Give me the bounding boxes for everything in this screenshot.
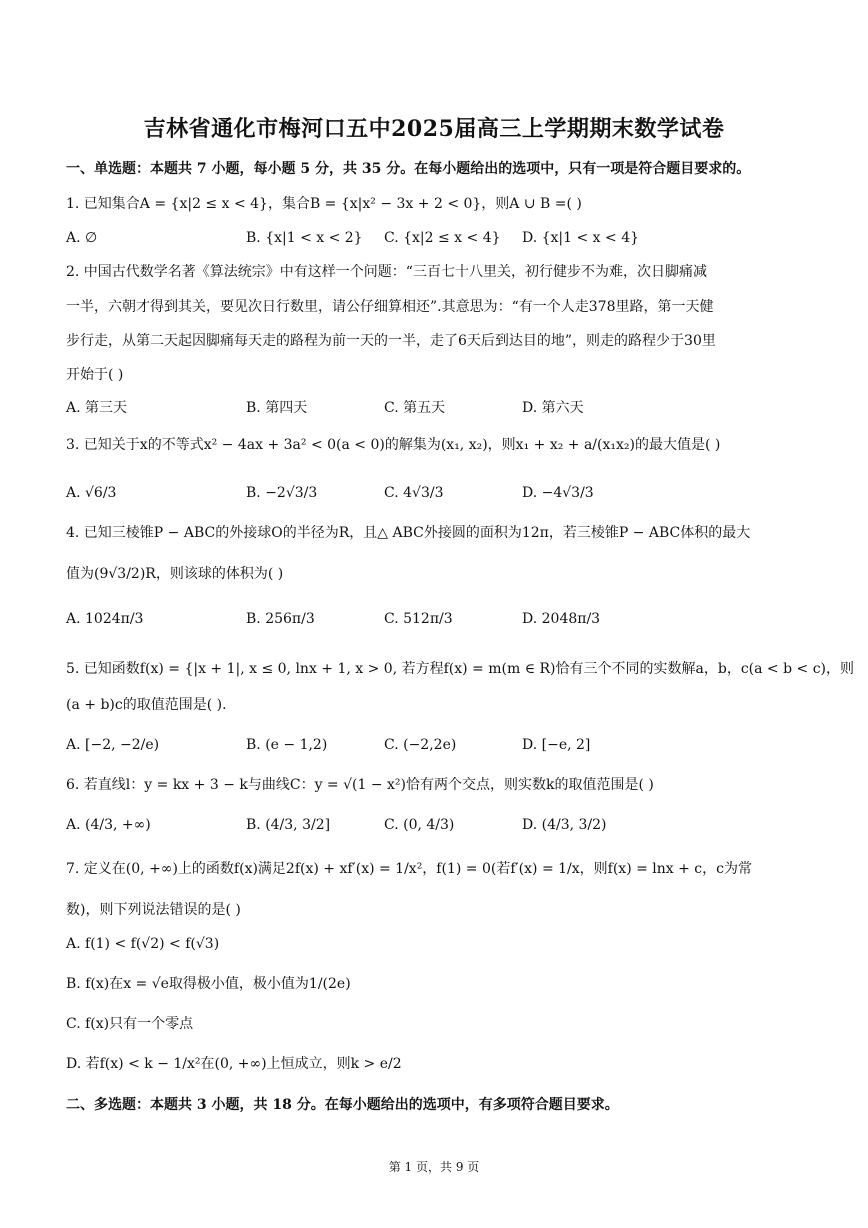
question-4-line-2: 值为(9√3/2)R，则该球的体积为( ) — [66, 566, 284, 582]
question-1-option-d: D. {x|1 < x < 4} — [522, 230, 640, 246]
question-6-option-b: B. (4/3, 3/2] — [246, 817, 331, 833]
question-2-line-3: 步行走，从第二天起因脚痛每天走的路程为前一天的一半，走了6天后到达目的地”，则走的路程少于30里 — [66, 333, 716, 349]
question-3-option-d: D. −4√3/3 — [522, 485, 594, 501]
question-5-line-2: (a + b)c的取值范围是( ). — [66, 697, 227, 713]
question-1-option-b: B. {x|1 < x < 2} — [246, 230, 363, 246]
question-2-option-d: D. 第六天 — [522, 400, 584, 416]
question-5-option-d: D. [−e, 2] — [522, 737, 591, 753]
question-1-stem: 1. 已知集合A = {x|2 ≤ x < 4}，集合B = {x|x² − 3x + 2 < 0}，则A ∪ B =( ) — [66, 196, 582, 212]
question-3-option-c: C. 4√3/3 — [384, 485, 444, 501]
question-7-option-a: A. f(1) < f(√2) < f(√3) — [66, 936, 220, 952]
question-4-option-c: C. 512π/3 — [384, 611, 453, 627]
question-4-line-1: 4. 已知三棱锥P − ABC的外接球O的半径为R，且△ ABC外接圆的面积为12π，若三棱锥P − ABC体积的最大 — [66, 525, 751, 541]
question-2-option-c: C. 第五天 — [384, 400, 446, 416]
question-7-line-1: 7. 定义在(0, +∞)上的函数f(x)满足2f(x) + xf′(x) = 1/x²，f(1) = 0(若f′(x) = 1/x，则f(x) = lnx + c，c为常 — [66, 861, 752, 877]
question-2-option-a: A. 第三天 — [66, 400, 128, 416]
question-3-option-a: A. √6/3 — [66, 485, 117, 501]
question-5-line-1: 5. 已知函数f(x) = {|x + 1|, x ≤ 0, lnx + 1, x > 0, 若方程f(x) = m(m ∈ R)恰有三个不同的实数解a，b，c(a < b < c)，则 — [66, 661, 855, 677]
page-footer: 第 1 页，共 9 页 — [388, 1160, 480, 1174]
question-1-option-a: A. ∅ — [66, 230, 98, 246]
question-6-stem: 6. 若直线l：y = kx + 3 − k与曲线C：y = √(1 − x²)恰有两个交点，则实数k的取值范围是( ) — [66, 777, 654, 793]
question-7-line-2: 数)，则下列说法错误的是( ) — [66, 902, 241, 918]
question-2-line-2: 一半，六朝才得到其关，要见次日行数里，请公仔细算相还”.其意思为：“有一个人走378里路，第一天健 — [66, 299, 714, 315]
question-5-option-c: C. (−2,2e) — [384, 737, 457, 753]
question-4-option-b: B. 256π/3 — [246, 611, 315, 627]
question-2-option-b: B. 第四天 — [246, 400, 308, 416]
question-7-option-c: C. f(x)只有一个零点 — [66, 1016, 194, 1032]
question-7-option-b: B. f(x)在x = √e取得极小值，极小值为1/(2e) — [66, 976, 351, 992]
question-3-stem: 3. 已知关于x的不等式x² − 4ax + 3a² < 0(a < 0)的解集为(x₁, x₂)，则x₁ + x₂ + a/(x₁x₂)的最大值是( ) — [66, 437, 721, 453]
question-2-line-1: 2. 中国古代数学名著《算法统宗》中有这样一个问题：“三百七十八里关，初行健步不为难，次日脚痛减 — [66, 264, 707, 280]
question-6-option-d: D. (4/3, 3/2) — [522, 817, 607, 833]
question-1-option-c: C. {x|2 ≤ x < 4} — [384, 230, 501, 246]
question-2-line-4: 开始于( ) — [66, 367, 124, 383]
question-4-option-d: D. 2048π/3 — [522, 611, 601, 627]
section-1-heading: 一、单选题：本题共 7 小题，每小题 5 分，共 35 分。在每小题给出的选项中，只有一项是符合题目要求的。 — [66, 161, 751, 177]
page-title: 吉林省通化市梅河口五中2025届高三上学期期末数学试卷 — [143, 116, 725, 142]
question-6-option-a: A. (4/3, +∞) — [66, 817, 151, 833]
question-5-option-b: B. (e − 1,2) — [246, 737, 328, 753]
question-3-option-b: B. −2√3/3 — [246, 485, 318, 501]
section-2-heading: 二、多选题：本题共 3 小题，共 18 分。在每小题给出的选项中，有多项符合题目要求。 — [66, 1097, 619, 1113]
question-6-option-c: C. (0, 4/3) — [384, 817, 455, 833]
question-7-option-d: D. 若f(x) < k − 1/x²在(0, +∞)上恒成立，则k > e/2 — [66, 1056, 402, 1072]
question-5-option-a: A. [−2, −2/e) — [66, 737, 160, 753]
question-4-option-a: A. 1024π/3 — [66, 611, 144, 627]
